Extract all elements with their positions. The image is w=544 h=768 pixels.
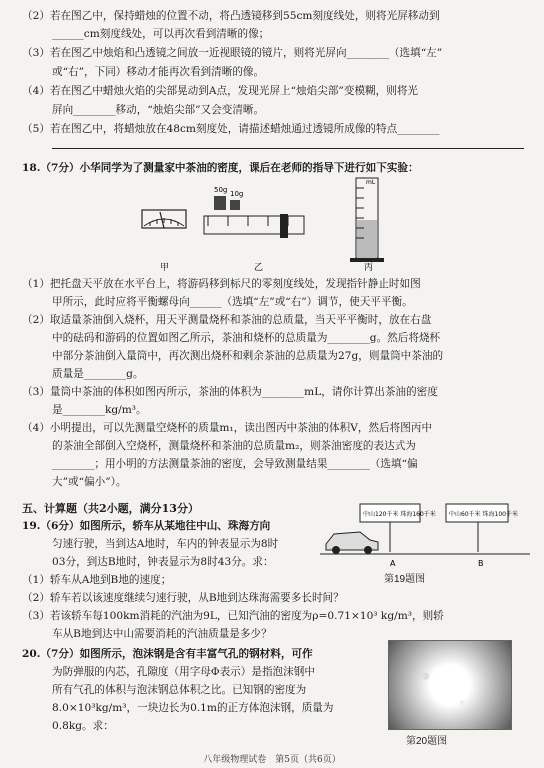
text-line: 8.0×10³kg/m³，一块边长为0.1m的正方体泡沫钢，质量为 (52, 702, 334, 714)
text-line: ______cm刻度线处，可以再次看到清晰的像； (52, 28, 270, 40)
text-line: 是________kg/m³。 (52, 404, 147, 416)
text-line: （1）把托盘天平放在水平台上，将游码移到标尺的零刻度线处，发现指针静止时如图 (22, 278, 421, 290)
question-18-figures (120, 176, 410, 276)
text-line: 0.8kg。求： (52, 720, 114, 732)
figure-label-yi: 乙 (254, 263, 264, 273)
point-b-label: B (478, 559, 484, 568)
figure-label-bing: 丙 (364, 263, 374, 273)
text-line: （3）量筒中茶油的体积如图丙所示，茶油的体积为________mL，请你计算出茶油的密度 (22, 386, 438, 398)
text-line: 为防弹服的内芯，孔隙度（用字母Φ表示）是指泡沫钢中 (52, 666, 315, 678)
text-line: 匀速行驶，当到达A地时，车内的钟表显示为8时 (52, 538, 279, 550)
foam-steel-photo (388, 640, 512, 730)
text-line: 的茶油全部倒入空烧杯，测量烧杯和茶油的总质量m₂，则茶油密度的表达式为 (52, 440, 416, 452)
balance-dial-figure (142, 210, 186, 228)
text-line: （4）小明提出，可以先测量空烧杯的质量m₁，读出图丙中茶油的体积V，然后将图丙中 (22, 422, 433, 434)
text-line: 中的砝码和游码的位置如图乙所示，茶油和烧杯的总质量为________g。然后将烧杯 (52, 332, 441, 344)
text-line: （2）取适量茶油倒入烧杯，用天平测量烧杯和茶油的总质量，当天平平衡时，放在右盘 (22, 314, 432, 326)
page-footer: 八年级物理试卷 第5页（共6页） (203, 755, 341, 765)
unit-ml-label: mL (366, 179, 376, 186)
figure-label-jia: 甲 (160, 263, 170, 273)
text-line: （5）若在图乙中，将蜡烛放在48cm刻度处，请描述蜡烛通过透镜所成像的特点________ (22, 123, 440, 135)
graduated-cylinder-figure (350, 178, 384, 262)
question-18: 18.（7分）小华同学为了测量家中茶油的密度，课后在老师的指导下进行如下实验： (22, 162, 419, 174)
weights-and-scale-figure (204, 186, 304, 238)
text-line: ________；用小明的方法测量茶油的密度，会导致测量结果________（选填“偏 (52, 458, 418, 470)
text-line: （4）若在图乙中蜡烛火焰的尖部晃动到A点，发现光屏上“烛焰尖部”变模糊，则将光 (22, 85, 419, 97)
text-line: 车从B地到达中山需要消耗的汽油质量是多少？ (52, 628, 272, 640)
question-20: 20.（7分）如图所示，泡沫钢是含有丰富气孔的钢材料，可作 (22, 648, 313, 660)
figure-20-caption: 第20题图 (406, 736, 448, 747)
figure-19-caption: 第19题图 (384, 574, 426, 585)
text-line: 甲所示，此时应将平衡螺母向______（选填“左”或“右”）调节，使天平平衡。 (52, 296, 413, 308)
question-19: 19.（6分）如图所示，轿车从某地往中山、珠海方向 (22, 520, 271, 532)
text-line: 质量是________g。 (52, 368, 144, 380)
weight-10g-label: 10g (230, 190, 244, 198)
weight-50g-label: 50g (214, 186, 228, 194)
text-line: 所有气孔的体积与泡沫钢总体积之比。已知钢的密度为 (52, 684, 307, 696)
text-line: （3）若在图乙中烛焰和凸透镜之间放一近视眼镜的镜片，则将光屏向________（选填“左” (22, 47, 443, 59)
text-line: （2）若在图乙中，保持蜡烛的位置不动，将凸透镜移到55cm刻度线处，则将光屏移动到 (22, 10, 440, 22)
text-line: 中部分茶油倒入量筒中，再次测出烧杯和剩余茶油的总质量为27g，则量筒中茶油的 (52, 350, 444, 362)
text-line: 大”或“偏小”）。 (52, 476, 127, 488)
sign-a-text: 中山120千米 珠海160千米 (363, 511, 436, 518)
text-line: 或“右”，下同）移动才能再次看到清晰的像。 (52, 66, 265, 78)
text-line: （2）轿车若以该速度继续匀速行驶，从B地到达珠海需要多长时间？ (22, 592, 344, 604)
sign-b-text: 中山60千米 珠海100千米 (449, 511, 518, 518)
text-line: （1）轿车从A地到B地的速度； (22, 574, 172, 586)
text-line: （3）若该轿车每100km消耗的汽油为9L，已知汽油的密度为ρ=0.71×10³ kg/m³，则轿 (22, 610, 444, 622)
section-title: 五、计算题（共2小题，满分13分） (22, 502, 199, 515)
text-line: 屏向________移动，“烛焰尖部”又会变清晰。 (52, 104, 265, 116)
point-a-label: A (390, 559, 396, 568)
question-19-figure (320, 500, 530, 570)
answer-blank-line (52, 142, 524, 149)
text-line: 03分，到达B地时，钟表显示为8时43分。求： (52, 556, 274, 568)
